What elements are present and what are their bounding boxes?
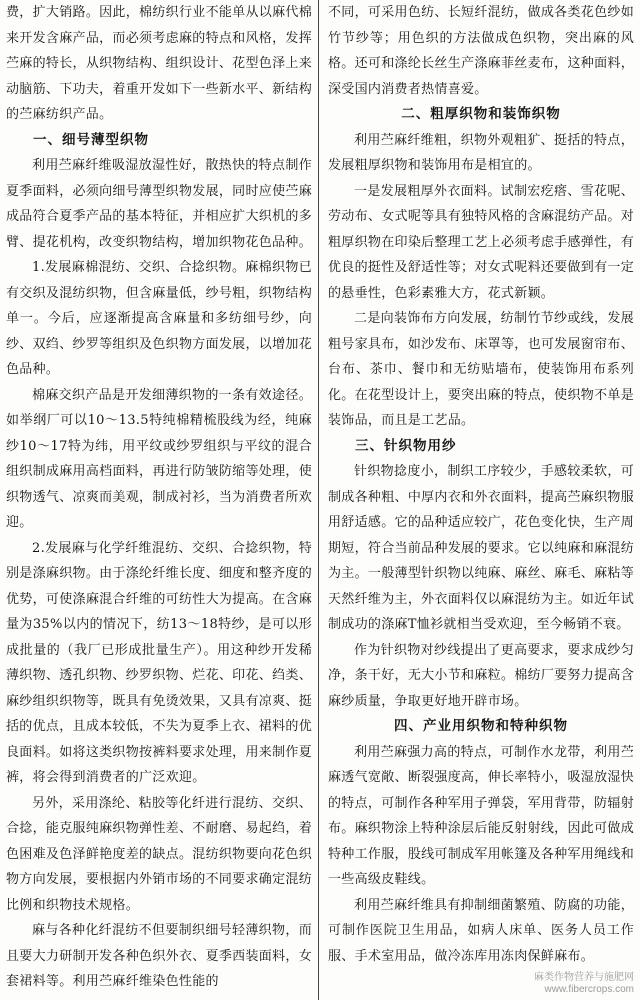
paragraph: 一是发展粗厚外衣面料。试制宏疙瘩、雪花呢、劳动布、女式呢等具有独特风格的含麻混纺产品。对粗厚织物在印染后整理工艺上必须考虑手感弹性，有优良的挺性及舒适性等；对女式呢料还要做到有一定的悬垂性，色彩素雅大方，花式新颖。 xyxy=(328,183,634,301)
intro-paragraph: 费，扩大销路。因此，棉纺织行业不能单从以麻代棉来开发含麻产品，而必须考虑麻的特点和风格，发挥苎麻的特长，从织物结构、组织设计、花型色泽上来动脑筋、下功夫，着重开发如下一些新水平、新结构的苎麻纺织产品。 xyxy=(6,5,312,122)
site-watermark xyxy=(534,972,634,996)
left-column xyxy=(0,0,319,1000)
paragraph: 麻与各种化纤混纺不但要制织细号轻薄织物，而且要大力研制开发各种色织外衣、夏季西装面料，女套裙料等。利用苎麻纤维染色性能的 xyxy=(6,923,312,989)
paragraph: 利用苎麻强力高的特点，可制作水龙带，利用苎麻透气宽敞、断裂强度高，伸长率特小，吸湿放湿快的特点，可制作各种军用子弹袋，军用背带，防辐射布。麻织物涂上特种涂层后能反射射线，因此可做成特种工作服，股线可制成军用帐篷及各种军用绳线和一些高级皮鞋线。 xyxy=(328,744,634,887)
paragraph: 利用苎麻纤维吸湿放湿性好，散热快的特点制作夏季面料，必须向细号薄型织物发展，同时应使苎麻成品符合夏季产品的基本特征，并相应扩大织机的多臂、提花机构，改变织物结构，增加织物花色品种。 xyxy=(6,158,312,250)
paragraph: 针织物捻度小，制织工序较少，手感较柔软，可制成各种粗、中厚内衣和外衣面料，提高苎麻织物服用舒适感。它的品种适应较广，花色变化快，生产周期短，符合当前品种发展的要求。它以纯麻和麻混纺为主。一般薄型针织物以纯麻、麻丝、麻毛、麻粘等天然纤维为主，外衣面料仅以麻混纺为主。如近年试制成功的涤麻T恤衫就相当受欢迎，至今畅销不衰。 xyxy=(328,464,634,632)
paragraph: 另外，采用涤纶、粘胶等化纤进行混纺、交织、合捻，能克服纯麻织物弹性差、不耐磨、易起绉，着色困难及色泽鲜艳度差的缺点。混纺织物要向花色织物方向发展，要根据内外销市场的不同要求确定混纺比例和织物技术规格。 xyxy=(6,795,312,913)
section-heading-3: 三、针织物用纱 xyxy=(355,437,457,454)
paragraph: 二是向装饰布方向发展，纺制竹节纱或线，发展粗号家具布，如沙发布、床罩等，也可发展窗帘布、台布、茶巾、餐巾和无纺贴墙布，使装饰用布系列化。在花型设计上，要突出麻的特点，使织物不单是装饰品，而且是工艺品。 xyxy=(328,311,634,428)
paragraph: 利用苎麻纤维粗，织物外观粗犷、挺括的特点，发展粗厚织物和装饰用布是相宜的。 xyxy=(328,132,634,173)
paragraph: 2.发展麻与化学纤维混纺、交织、合捻织物，特别是涤麻织物。由于涤纶纤维长度、细度和整齐度的优势，可使涤麻混合纤维的可纺性大为提高。在含麻量为35%以内的情况下，纺13～18特纱，是可以形成批量的（我厂已形成批量生产）。用这种纱开发稀薄织物、透孔织物、纱罗织物、烂花、印花、绉类、麻纱组织织物等，既具有免烫效果，又具有凉爽、挺括的优点，且成本较低，不失为夏季上衣、裙料的优良面料。如将这类织物按裤料要求处理，用来制作夏裤，将会得到消费者的广泛欢迎。 xyxy=(6,540,312,785)
section-heading-2: 二、粗厚织物和装饰织物 xyxy=(401,106,561,122)
right-column xyxy=(322,0,640,969)
continued-paragraph: 不同，可采用色纺、长短纤混纺，做成各类花色纱如竹节纱等；用色织的方法做成色织物，突出麻的风格。还可和涤纶长丝生产涤麻菲丝麦布，这种面料，深受国内消费者热情喜爱。 xyxy=(328,5,634,97)
watermark-url: www.fibercrops.com xyxy=(544,984,634,995)
paragraph: 作为针织物对纱线提出了更高要求，要求成纱匀净，条干好，无大小节和麻粒。棉纺厂要努力提高含麻纱质量，争取更好地开辟市场。 xyxy=(328,642,634,709)
section-heading-4: 四、产业用织物和特种织物 xyxy=(394,718,568,734)
section-heading-1: 一、细号薄型织物 xyxy=(33,131,149,148)
paragraph: 1.发展麻棉混纺、交织、合捻织物。麻棉织物已有交织及混纺织物，但含麻量低，纱号粗，织物结构单一。今后，应逐渐提高含麻量和多纺细号纱，向纱、双绉、纱罗等组织及色织物方面发展，以增加花色品种。 xyxy=(6,260,312,377)
watermark-title: 麻类作物营养与施肥网 xyxy=(534,972,634,983)
paragraph: 利用苎麻纤维具有抑制细菌繁殖、防腐的功能，可制作医院卫生用品，如病人床单、医务人员工作服、手术室用品，做冷冻库用冻肉保鲜麻布。 xyxy=(328,897,634,964)
paragraph: 棉麻交织产品是开发细薄织物的一条有效途径。如举纲厂可以10～13.5特纯棉精梳股线为经，纯麻纱10～17特为纬，用平纹或纱罗组织与平纹的混合组织制成麻用高档面料，再进行防皱防缩等处理，使织物透气、凉爽而美观，制成衬衫，当为消费者所欢迎。 xyxy=(6,387,312,530)
